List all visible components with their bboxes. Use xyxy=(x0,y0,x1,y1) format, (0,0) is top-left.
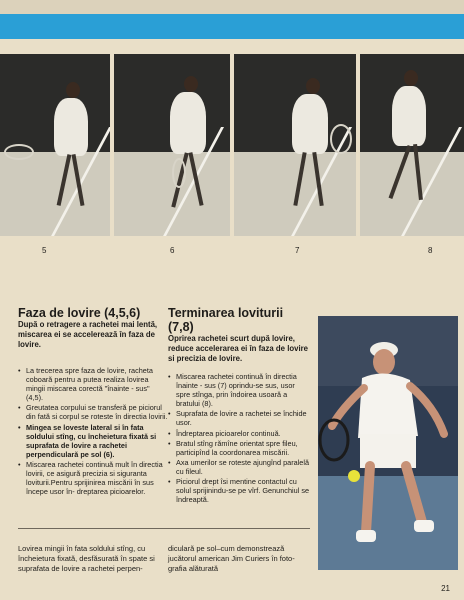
caption-right: diculară pe sol–cum demonstrează jucătorul american Jim Curiers în foto- grafia alăturată xyxy=(168,544,295,573)
left-list xyxy=(18,366,168,497)
photo-label-8: 8 xyxy=(428,246,433,255)
left-item-2: • Greutatea corpului se transferă pe piciorul din fată si corpul se roteste în directia lovirii. xyxy=(18,403,168,421)
photo-label-6: 6 xyxy=(170,246,175,255)
caption-left: Lovirea mingii în fata soldului stîng, cu încheietura fixată, desfăsurată în spate si suprafata de lovire a rachetei perpen- xyxy=(18,544,155,573)
photo-7 xyxy=(234,54,356,236)
left-item-3: • Mingea se loveste lateral si în fata soldului stîng, cu încheietura fixată si suprafata de lovire a rachetei perpendiculară pe sol (6). xyxy=(18,423,168,459)
left-heading: Faza de lovire (4,5,6) xyxy=(18,306,141,320)
caption-divider xyxy=(18,528,310,529)
photo-6 xyxy=(114,54,230,236)
right-item-4: • Bratul stîng rămîne orientat spre fileu, participînd la coordonarea miscării. xyxy=(168,439,310,457)
right-item-6: • Piciorul drept îsi mentine contactul cu solul sprijinindu-se pe vîrf. Genunchiul se îndreaptă. xyxy=(168,477,310,504)
right-heading: Terminarea loviturii (7,8) xyxy=(168,306,284,334)
right-intro: Oprirea rachetei scurt după lovire, reduce accelerarea ei în faza de lovire si precizia de lovire. xyxy=(168,334,308,363)
page-number: 21 xyxy=(441,584,450,593)
right-item-1: • Miscarea rachetei continuă în directia înainte - sus (7) oprindu-se sus, usor spre stînga, prin îndoirea usoară a bratului (8). xyxy=(168,372,310,408)
left-intro: După o retragere a rachetei mai lentă, miscarea ei se accelerează în faza de lovire. xyxy=(18,320,158,349)
right-item-3: • Îndreptarea picioarelor continuă. xyxy=(168,429,310,438)
photo-label-5: 5 xyxy=(42,246,47,255)
right-item-5: • Axa umerilor se roteste ajungînd paralelă cu fileul. xyxy=(168,458,310,476)
player-photo xyxy=(318,316,458,570)
photo-5 xyxy=(0,54,110,236)
right-item-2: • Suprafata de lovire a rachetei se închide usor. xyxy=(168,409,310,427)
header-band xyxy=(0,14,464,39)
top-margin xyxy=(0,0,464,14)
right-list xyxy=(168,372,310,505)
left-item-4: • Miscarea rachetei continuă mult în directia lovirii, ce asigură precizia si siguranta loviturii.Pentru sprijinirea miscării în sus începe usor în- dreptarea picioarelor. xyxy=(18,460,168,496)
photo-label-7: 7 xyxy=(295,246,300,255)
photo-8 xyxy=(360,54,464,236)
left-item-1: • La trecerea spre faza de lovire, racheta coboară pentru a putea realiza lovirea mingii miscarea corectă "înainte - sus" (4,5). xyxy=(18,366,168,402)
